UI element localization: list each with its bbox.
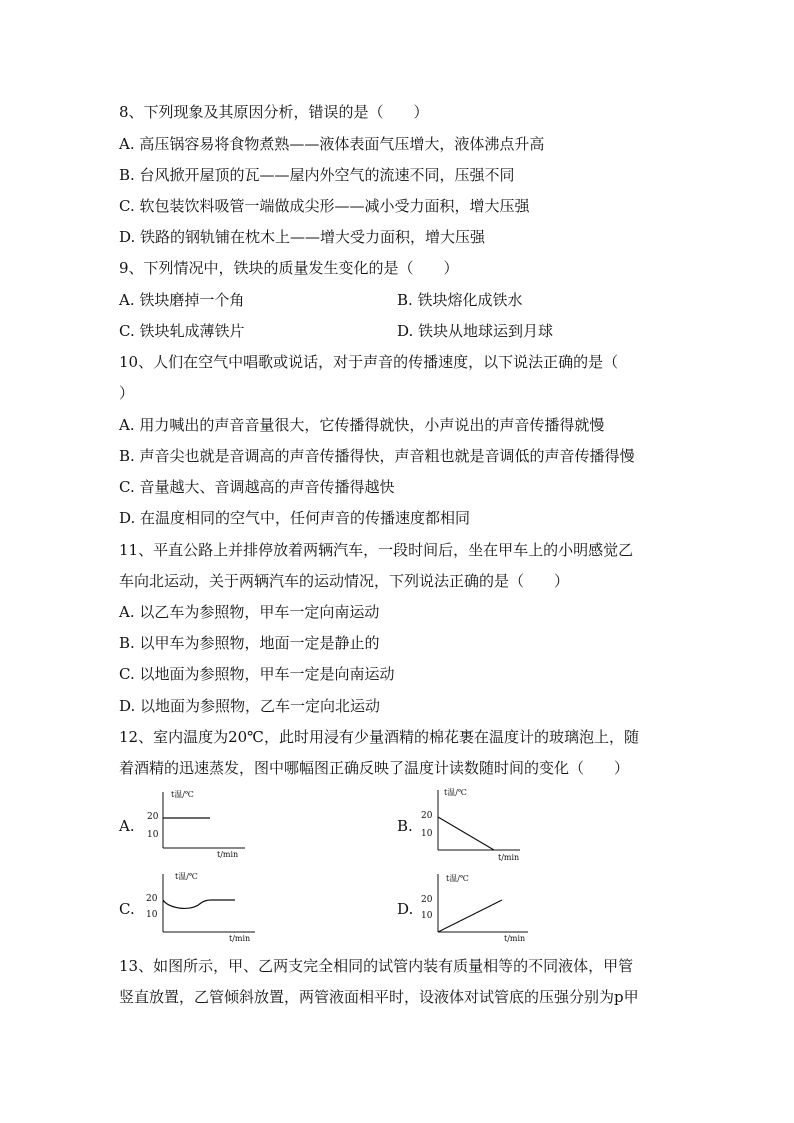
graph-d-plot <box>418 870 548 945</box>
q11-option-b: B. 以甲车为参照物，地面一定是静止的 <box>119 634 380 652</box>
graph-a-label: A. <box>119 817 135 835</box>
graph-a-xlabel: t/min <box>217 850 239 859</box>
graph-d-tick-10: 10 <box>421 911 433 921</box>
graph-b <box>418 786 568 861</box>
graph-b-label: B. <box>397 817 413 835</box>
graph-d <box>418 870 568 945</box>
q11-option-a: A. 以乙车为参照物，甲车一定向南运动 <box>119 603 380 621</box>
q10-option-a: A. 用力喊出的声音音量很大，它传播得就快，小声说出的声音传播得就慢 <box>119 416 605 434</box>
q12-stem-line2: 着酒精的迅速蒸发，图中哪幅图正确反映了温度计读数随时间的变化（ ） <box>119 759 630 777</box>
q10-option-c: C. 音量越大、音调越高的声音传播得越快 <box>119 478 395 496</box>
q11-option-c: C. 以地面为参照物，甲车一定是向南运动 <box>119 665 395 683</box>
graph-a <box>145 788 295 863</box>
q9-option-d: D. 铁块从地球运到月球 <box>397 322 554 340</box>
q13-stem-line2: 竖直放置，乙管倾斜放置，两管液面相平时，设液体对试管底的压强分别为p甲 <box>119 988 639 1006</box>
q8-stem: 8、下列现象及其原因分析，错误的是（ ） <box>119 103 429 121</box>
q8-option-a: A. 高压锅容易将食物煮熟——液体表面气压增大，液体沸点升高 <box>119 135 545 153</box>
graph-c-curve <box>163 900 235 908</box>
q12-stem-line1: 12、室内温度为20℃，此时用浸有少量酒精的棉花裹在温度计的玻璃泡上，随 <box>119 728 639 746</box>
q9-stem: 9、下列情况中，铁块的质量发生变化的是（ ） <box>119 259 459 277</box>
q10-stem-line1: 10、人们在空气中唱歌或说话，对于声音的传播速度，以下说法正确的是（ <box>119 353 619 371</box>
q10-option-b: B. 声音尖也就是音调高的声音传播得快，声音粗也就是音调低的声音传播得慢 <box>119 447 635 465</box>
graph-c-tick-10: 10 <box>146 910 158 920</box>
graph-a-tick-10: 10 <box>147 830 159 840</box>
graph-d-label: D. <box>397 900 414 918</box>
q10-option-d: D. 在温度相同的空气中，任何声音的传播速度都相同 <box>119 509 471 527</box>
graph-c-ylabel: t温/℃ <box>175 872 198 881</box>
graph-c-tick-20: 20 <box>146 894 158 904</box>
graph-d-tick-20: 20 <box>421 895 433 905</box>
graph-b-curve <box>438 817 494 850</box>
q13-stem-line1: 13、如图所示，甲、乙两支完全相同的试管内装有质量相等的不同液体，甲管 <box>119 957 634 975</box>
graph-c-xlabel: t/min <box>229 934 251 943</box>
graph-c-plot <box>145 870 275 945</box>
graph-a-tick-20: 20 <box>147 812 159 822</box>
q8-option-b: B. 台风掀开屋顶的瓦——屋内外空气的流速不同，压强不同 <box>119 166 515 184</box>
q9-option-b: B. 铁块熔化成铁水 <box>397 291 523 309</box>
graph-c-label: C. <box>119 900 135 918</box>
q8-option-c: C. 软包装饮料吸管一端做成尖形——减小受力面积，增大压强 <box>119 197 530 215</box>
q11-stem-line1: 11、平直公路上并排停放着两辆汽车，一段时间后，坐在甲车上的小明感觉乙 <box>119 541 634 559</box>
graph-c <box>145 870 295 945</box>
q11-stem-line2: 车向北运动，关于两辆汽车的运动情况，下列说法正确的是（ ） <box>119 572 570 590</box>
graph-d-xlabel: t/min <box>504 934 526 943</box>
graph-b-plot <box>418 786 548 861</box>
graph-b-tick-10: 10 <box>421 829 433 839</box>
graph-b-ylabel: t温/℃ <box>444 788 467 797</box>
graph-b-xlabel: t/min <box>498 853 520 862</box>
graph-d-ylabel: t温/℃ <box>446 874 469 883</box>
graph-a-plot <box>145 788 275 863</box>
q10-stem-line2: ） <box>119 384 135 402</box>
graph-a-ylabel: t温/℃ <box>171 790 194 799</box>
q9-option-a: A. 铁块磨掉一个角 <box>119 291 245 309</box>
graph-d-curve <box>438 900 502 932</box>
graph-b-tick-20: 20 <box>421 811 433 821</box>
q11-option-d: D. 以地面为参照物，乙车一定向北运动 <box>119 697 381 715</box>
q9-option-c: C. 铁块轧成薄铁片 <box>119 322 245 340</box>
q8-option-d: D. 铁路的钢轨铺在枕木上——增大受力面积，增大压强 <box>119 228 486 246</box>
